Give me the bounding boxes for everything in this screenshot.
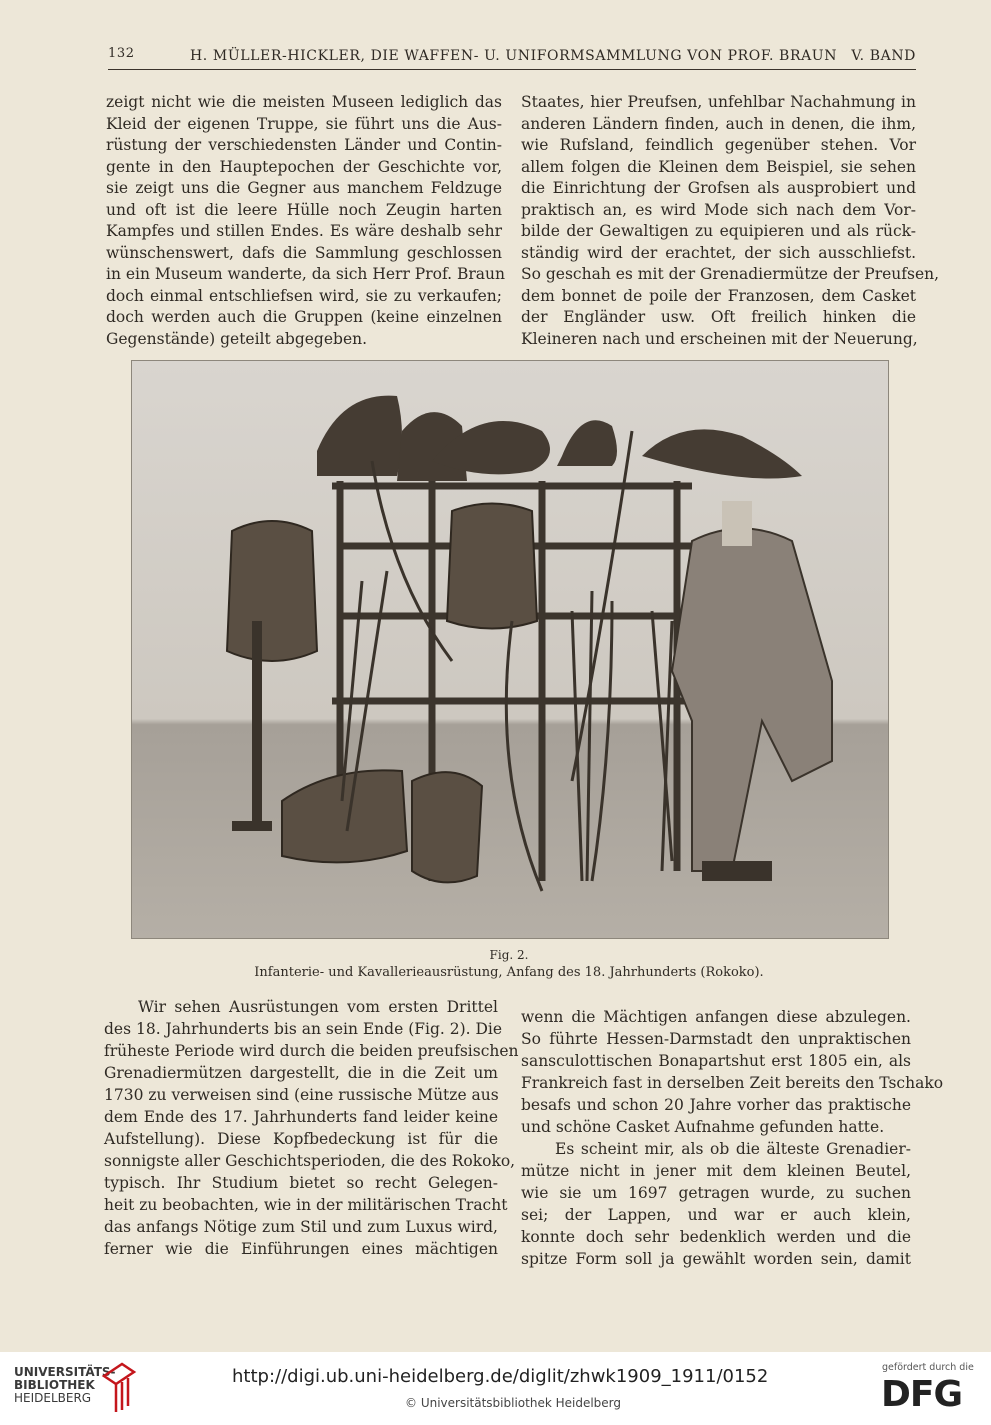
text-line: Kleid der eigenen Truppe, sie führt uns die Aus- (106, 114, 502, 133)
viewer-footer (0, 1352, 991, 1425)
text-line: rüstung der verschiedensten Länder und Contin- (106, 136, 502, 154)
library-logo-icon (100, 1362, 138, 1414)
text-line: sei; der Lappen, und war er auch klein, (521, 1206, 911, 1224)
permalink-url[interactable]: http://digi.ub.uni-heidelberg.de/diglit/zhwk1909_1911/0152 (232, 1366, 769, 1387)
copyright-notice: © Universitätsbibliothek Heidelberg (405, 1396, 622, 1410)
text-column-bottom-left (104, 996, 519, 1260)
text-line: doch einmal entschliefsen wird, sie zu verkaufen; (106, 286, 502, 305)
text-line: Wir sehen Ausrüstungen vom ersten Drittel (138, 998, 498, 1016)
text-line: sansculottischen Bonapartshut erst 1805 ein, als (521, 1052, 911, 1070)
text-column-bottom-right (521, 1006, 944, 1270)
text-line: besafs und schon 20 Jahre vorher das praktische (521, 1096, 911, 1114)
text-line: Es scheint mir, als ob die älteste Grenadier- (555, 1140, 911, 1158)
text-line: wie sie um 1697 getragen wurde, zu suchen (521, 1184, 911, 1202)
dfg-logo: DFG (881, 1374, 963, 1415)
text-line: in ein Museum wanderte, da sich Herr Prof. Braun (106, 265, 505, 283)
text-line: So geschah es mit der Grenadiermütze der Preufsen, (521, 265, 940, 283)
text-line: dem Ende des 17. Jahrhunderts fand leider keine (104, 1108, 498, 1126)
text-line: bilde der Gewaltigen zu equipieren und als rück- (521, 222, 916, 240)
text-line: doch werden auch die Gruppen (keine einzelnen (106, 308, 502, 326)
figure-caption-text: Infanterie- und Kavallerieausrüstung, Anfang des 18. Jahrhunderts (Rokoko). (254, 965, 764, 980)
text-line: Staates, hier Preufsen, unfehlbar Nachahmung in (521, 93, 916, 111)
library-name-line: BIBLIOTHEK (14, 1378, 95, 1392)
text-line: Frankreich fast in derselben Zeit bereits den Tschako (521, 1074, 944, 1092)
text-line: der Engländer usw. Oft freilich hinken die (521, 308, 916, 326)
text-line: Kleineren nach und erscheinen mit der Neuerung, (521, 329, 918, 348)
text-line: heit zu beobachten, wie in der militärischen Tracht (104, 1196, 508, 1214)
text-line: früheste Periode wird durch die beiden preufsischen (104, 1042, 519, 1060)
text-line: sonnigste aller Geschichtsperioden, die des Rokoko, (104, 1152, 516, 1170)
text-line: dem bonnet de poile der Franzosen, dem Casket (521, 286, 916, 305)
text-column-top-right (521, 92, 940, 350)
text-line: sie zeigt uns die Gegner aus manchem Feldzuge (106, 179, 502, 197)
figure-caption (131, 947, 887, 981)
running-head (108, 46, 916, 70)
text-line: wie Rufsland, feindlich gegenüber stehen. Vor (521, 136, 916, 154)
funding-note: gefördert durch die (882, 1362, 974, 1373)
figure-photograph (131, 360, 889, 939)
text-line: konnte doch sehr bedenklich werden und die (521, 1228, 911, 1246)
text-line: anderen Ländern finden, auch in denen, die ihm, (521, 114, 916, 133)
text-line: spitze Form soll ja gewählt worden sein, damit (521, 1250, 911, 1268)
text-line: mütze nicht in jener mit dem kleinen Beutel, (521, 1162, 911, 1180)
text-line: wenn die Mächtigen anfangen diese abzulegen. (521, 1008, 911, 1026)
library-name-line: UNIVERSITÄTS- (14, 1365, 116, 1379)
text-line: das anfangs Nötige zum Stil und zum Luxus wird, (104, 1218, 498, 1236)
text-line: und schöne Casket Aufnahme gefunden hatte. (521, 1118, 885, 1136)
text-line: allem folgen die Kleinen dem Beispiel, sie sehen (521, 157, 916, 176)
text-line: praktisch an, es wird Mode sich nach dem Vor- (521, 200, 916, 219)
figure-number: Fig. 2. (489, 948, 529, 962)
text-line: Kampfes und stillen Endes. Es wäre deshalb sehr (106, 222, 502, 240)
text-line: typisch. Ihr Studium bietet so recht Gelegen- (104, 1174, 498, 1192)
text-line: ferner wie die Einführungen eines mächtigen (104, 1240, 498, 1258)
text-line: und oft ist die leere Hülle noch Zeugin harten (106, 200, 502, 219)
text-line: wünschenswert, dafs die Sammlung geschlossen (106, 243, 502, 262)
armour-collection-photo (132, 361, 888, 938)
text-line: des 18. Jahrhunderts bis an sein Ende (Fig. 2). Die (104, 1020, 503, 1038)
text-column-top-left (106, 92, 505, 350)
header-rule (108, 69, 916, 70)
page-number: 132 (108, 46, 135, 61)
text-line: Grenadiermützen dargestellt, die in die Zeit um (104, 1064, 498, 1082)
library-name-line: HEIDELBERG (14, 1391, 92, 1405)
text-line: die Einrichtung der Grofsen als ausprobiert und (521, 179, 916, 197)
text-line: ständig wird der erachtet, der sich ausschliefst. (521, 243, 916, 262)
text-line: 1730 zu verweisen sind (eine russische Mütze aus (104, 1086, 499, 1104)
text-line: So führte Hessen-Darmstadt den unpraktischen (521, 1030, 911, 1048)
text-line: gente in den Hauptepochen der Geschichte vor, (106, 157, 502, 176)
text-line: Aufstellung). Diese Kopfbedeckung ist für die (104, 1130, 498, 1148)
running-head-volume: V. BAND (851, 48, 916, 64)
text-line: Gegenstände) geteilt abgegeben. (106, 329, 368, 348)
text-line: zeigt nicht wie die meisten Museen lediglich das (106, 93, 502, 111)
running-head-title: H. MÜLLER-HICKLER, DIE WAFFEN- U. UNIFORMSAMMLUNG VON PROF. BRAUN (190, 48, 838, 64)
